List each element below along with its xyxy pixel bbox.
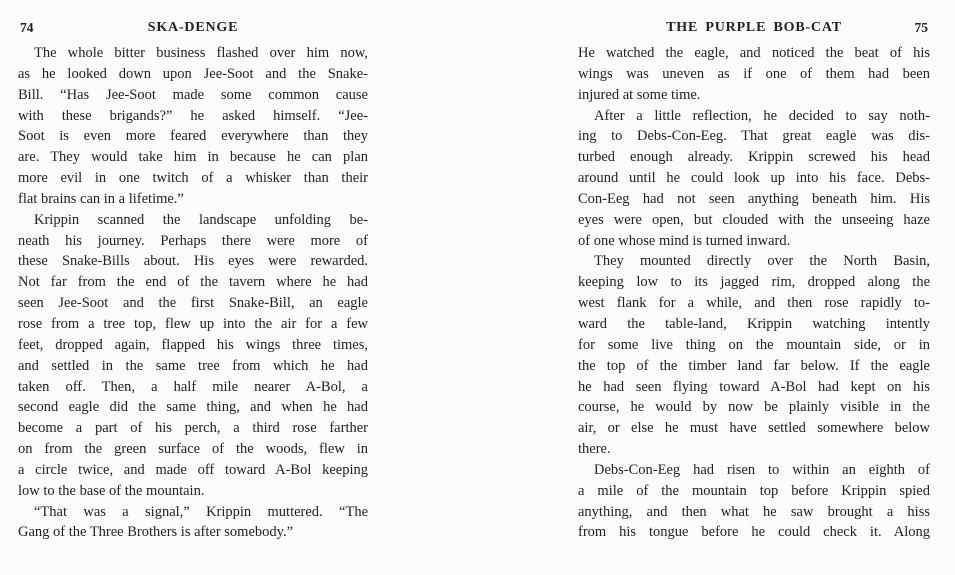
text-line: neath his journey. Perhaps there were more of [18, 232, 368, 249]
left-page [0, 0, 477, 575]
right-page-body [578, 43, 930, 543]
text-line: “That was a signal,” Krippin muttered. “The [34, 503, 368, 520]
text-line: a mile of the mountain top before Krippin spied [578, 482, 930, 499]
text-line: Not far from the end of the tavern where he had [18, 274, 368, 291]
left-running-head [18, 20, 368, 36]
text-line: seen Jee-Soot and the first Snake-Bill, an eagle [18, 295, 368, 312]
paragraph [18, 43, 368, 210]
text-line: keeping low to its jagged rim, dropped along the [578, 274, 930, 291]
text-line: eyes were open, but clouded with the unseeing haze [578, 211, 930, 228]
text-line: Soot is even more feared everywhere than they [18, 128, 368, 145]
text-line: second eagle did the same thing, and when he had [18, 399, 368, 416]
text-line: Debs-Con-Eeg had risen to within an eighth of [594, 461, 930, 478]
text-line: taken off. Then, a half mile nearer A-Bol, a [18, 378, 368, 395]
text-line: he had seen flying toward A-Bol had kept on his [578, 378, 930, 395]
paragraph [578, 106, 930, 252]
text-line: He watched the eagle, and noticed the beat of his [578, 45, 930, 61]
text-line: Krippin scanned the landscape unfolding be- [34, 211, 368, 228]
text-line: Gang of the Three Brothers is after somebody.” [18, 524, 294, 541]
text-line: on from the green surface of the woods, flew in [18, 441, 368, 458]
text-line: are. They would take him in because he can plan [18, 149, 368, 166]
text-line: around until he could look up into his face. Debs- [578, 170, 930, 187]
text-line: west flank for a while, and then rose rapidly to- [578, 295, 930, 312]
text-line: as he looked down upon Jee-Soot and the Snake- [18, 65, 368, 82]
text-line: air, or else he must have settled somewhere below [578, 420, 930, 437]
text-line: course, he would by now be plainly visible in the [578, 399, 930, 416]
text-line: from his tongue before he could check it. Along [578, 524, 930, 541]
left-page-body [18, 43, 368, 543]
text-line: They mounted directly over the North Basin, [594, 253, 930, 270]
text-line: anything, and then what he saw brought a hiss [578, 503, 930, 520]
text-line: flat brains can in a lifetime.” [18, 190, 184, 207]
text-line: with these brigands?” he asked himself. “Jee- [18, 107, 368, 124]
text-line: a circle twice, and made off toward A-Bol keeping [18, 461, 368, 478]
text-line: rose from a tree top, flew up into the air for a few [18, 315, 368, 332]
text-line: the top of the timber land far below. If the eagle [578, 357, 930, 374]
text-line: more evil in one twitch of a whisker than their [18, 170, 368, 187]
text-line: Bill. “Has Jee-Soot made some common cause [18, 86, 368, 103]
text-line: ward the table-land, Krippin watching intently [578, 315, 930, 332]
text-line: and settled in the same tree from which he had [18, 357, 368, 374]
paragraph [578, 251, 930, 459]
text-line: Con-Eeg had not seen anything beneath him. His [578, 190, 930, 207]
right-page-number: 75 [914, 20, 928, 35]
left-page-number: 74 [20, 20, 34, 35]
text-line: low to the base of the mountain. [18, 482, 205, 499]
text-line: ing to Debs-Con-Eeg. That great eagle was dis- [578, 128, 930, 145]
right-running-head [578, 20, 930, 36]
text-line: these Snake-Bills about. His eyes were rewarded. [18, 253, 368, 270]
text-line: injured at some time. [578, 86, 701, 103]
text-line: become a part of his perch, a third rose farther [18, 420, 368, 437]
text-line: there. [578, 441, 611, 458]
paragraph [578, 460, 930, 543]
text-line: for some live thing on the mountain side, or in [578, 336, 930, 353]
text-line: turbed enough already. Krippin screwed his head [578, 149, 930, 166]
text-line: feet, dropped again, flapped his wings three times, [18, 336, 368, 353]
text-line: The whole bitter business flashed over him now, [34, 45, 368, 61]
right-running-title: THE PURPLE BOB-CAT [666, 20, 842, 35]
paragraph [18, 502, 368, 544]
paragraph [18, 210, 368, 502]
paragraph [578, 43, 930, 106]
right-page [477, 0, 955, 575]
text-line: wings was uneven as if one of them had been [578, 65, 930, 82]
left-running-title: SKA-DENGE [147, 20, 239, 35]
text-line: After a little reflection, he decided to say noth- [594, 107, 930, 124]
text-line: of one whose mind is turned inward. [578, 232, 791, 249]
